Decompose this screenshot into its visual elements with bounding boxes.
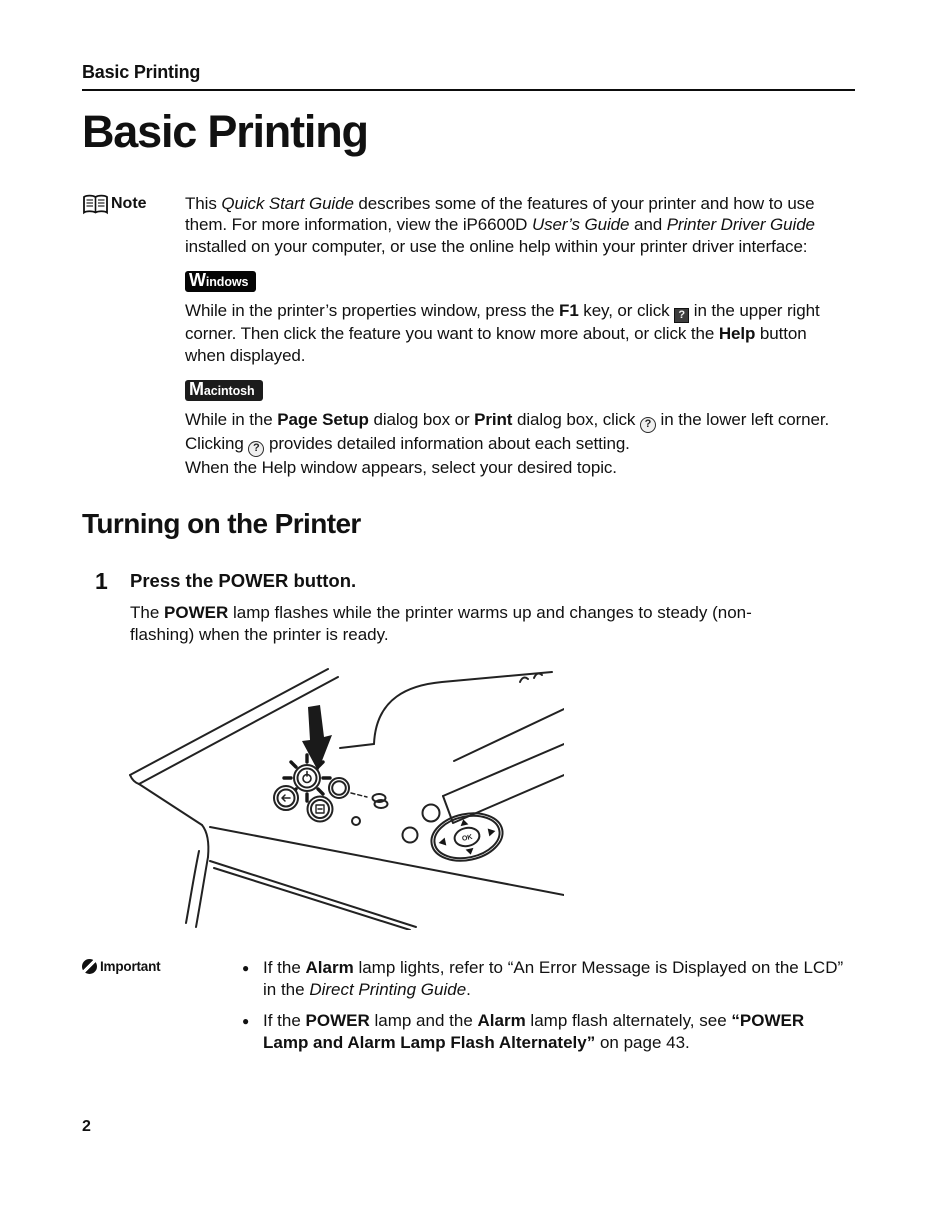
search-button xyxy=(403,828,418,843)
step-title: Press the POWER button. xyxy=(130,570,357,592)
step-content xyxy=(130,568,790,935)
bullet-icon: ● xyxy=(242,1014,250,1029)
ok-button-label: OK xyxy=(461,834,474,844)
important-bullets xyxy=(242,957,847,1063)
windows-paragraph: While in the printer’s properties window, press the F1 key, or click ? in the upper right corner. Then click the feature you want to know more about, or click the Help button when displayed. xyxy=(185,301,820,365)
bullet-item xyxy=(242,1010,847,1054)
note-block xyxy=(82,193,855,479)
paragraph-line: Clicking ? provides detailed information about each setting. xyxy=(185,433,850,457)
important-label-group xyxy=(82,957,242,974)
indicator-dot xyxy=(352,817,360,825)
printer-illustration xyxy=(124,665,564,930)
section-heading: Turning on the Printer xyxy=(82,508,361,540)
feed-button xyxy=(308,797,333,822)
macintosh-paragraphs xyxy=(185,409,850,478)
windows-help-icon: ? xyxy=(674,308,689,323)
mac-help-icon: ? xyxy=(640,417,656,433)
page-title: Basic Printing xyxy=(82,106,368,157)
paper-select-icon xyxy=(351,793,388,808)
bullet-text: If the POWER lamp and the Alarm lamp flash alternately, see “POWER Lamp and Alarm Lamp Flash Alternately” on page 43. xyxy=(263,1011,805,1053)
paragraph-line: When the Help window appears, select your desired topic. xyxy=(185,457,617,477)
important-label: Important xyxy=(100,959,161,975)
running-header: Basic Printing xyxy=(82,62,855,91)
note-label-group xyxy=(82,193,185,215)
page-number: 2 xyxy=(82,1118,91,1135)
step-1 xyxy=(82,568,855,935)
back-button xyxy=(274,786,298,810)
note-paragraph: This Quick Start Guide describes some of the features of your printer and how to use them. For more information, view the iP6600D User’s Guide and Printer Driver Guide installed on your computer, or use the online help within your printer driver interface: xyxy=(185,193,815,256)
bullet-icon: ● xyxy=(242,961,250,976)
macintosh-badge: Macintosh xyxy=(185,380,263,401)
important-icon xyxy=(82,959,97,974)
menu-button xyxy=(423,805,440,822)
step-number: 1 xyxy=(95,568,108,595)
note-label: Note xyxy=(111,195,147,212)
alarm-lamp-ring xyxy=(329,778,349,798)
bullet-text: If the Alarm lamp lights, refer to “An Error Message is Displayed on the LCD” in the Direct Printing Guide. xyxy=(263,958,844,1000)
paragraph-line: While in the Page Setup dialog box or Print dialog box, click ? in the lower left corner. xyxy=(185,409,850,433)
note-body xyxy=(185,193,850,479)
windows-badge: Windows xyxy=(185,271,256,292)
bullet-item xyxy=(242,957,847,1001)
printer-outline xyxy=(130,669,564,930)
power-button xyxy=(294,765,320,791)
note-book-icon xyxy=(82,194,109,215)
important-block xyxy=(82,957,855,1063)
mac-help-icon: ? xyxy=(248,441,264,457)
step-body: The POWER lamp flashes while the printer warms up and changes to steady (non-flashing) when the printer is ready. xyxy=(130,603,752,644)
